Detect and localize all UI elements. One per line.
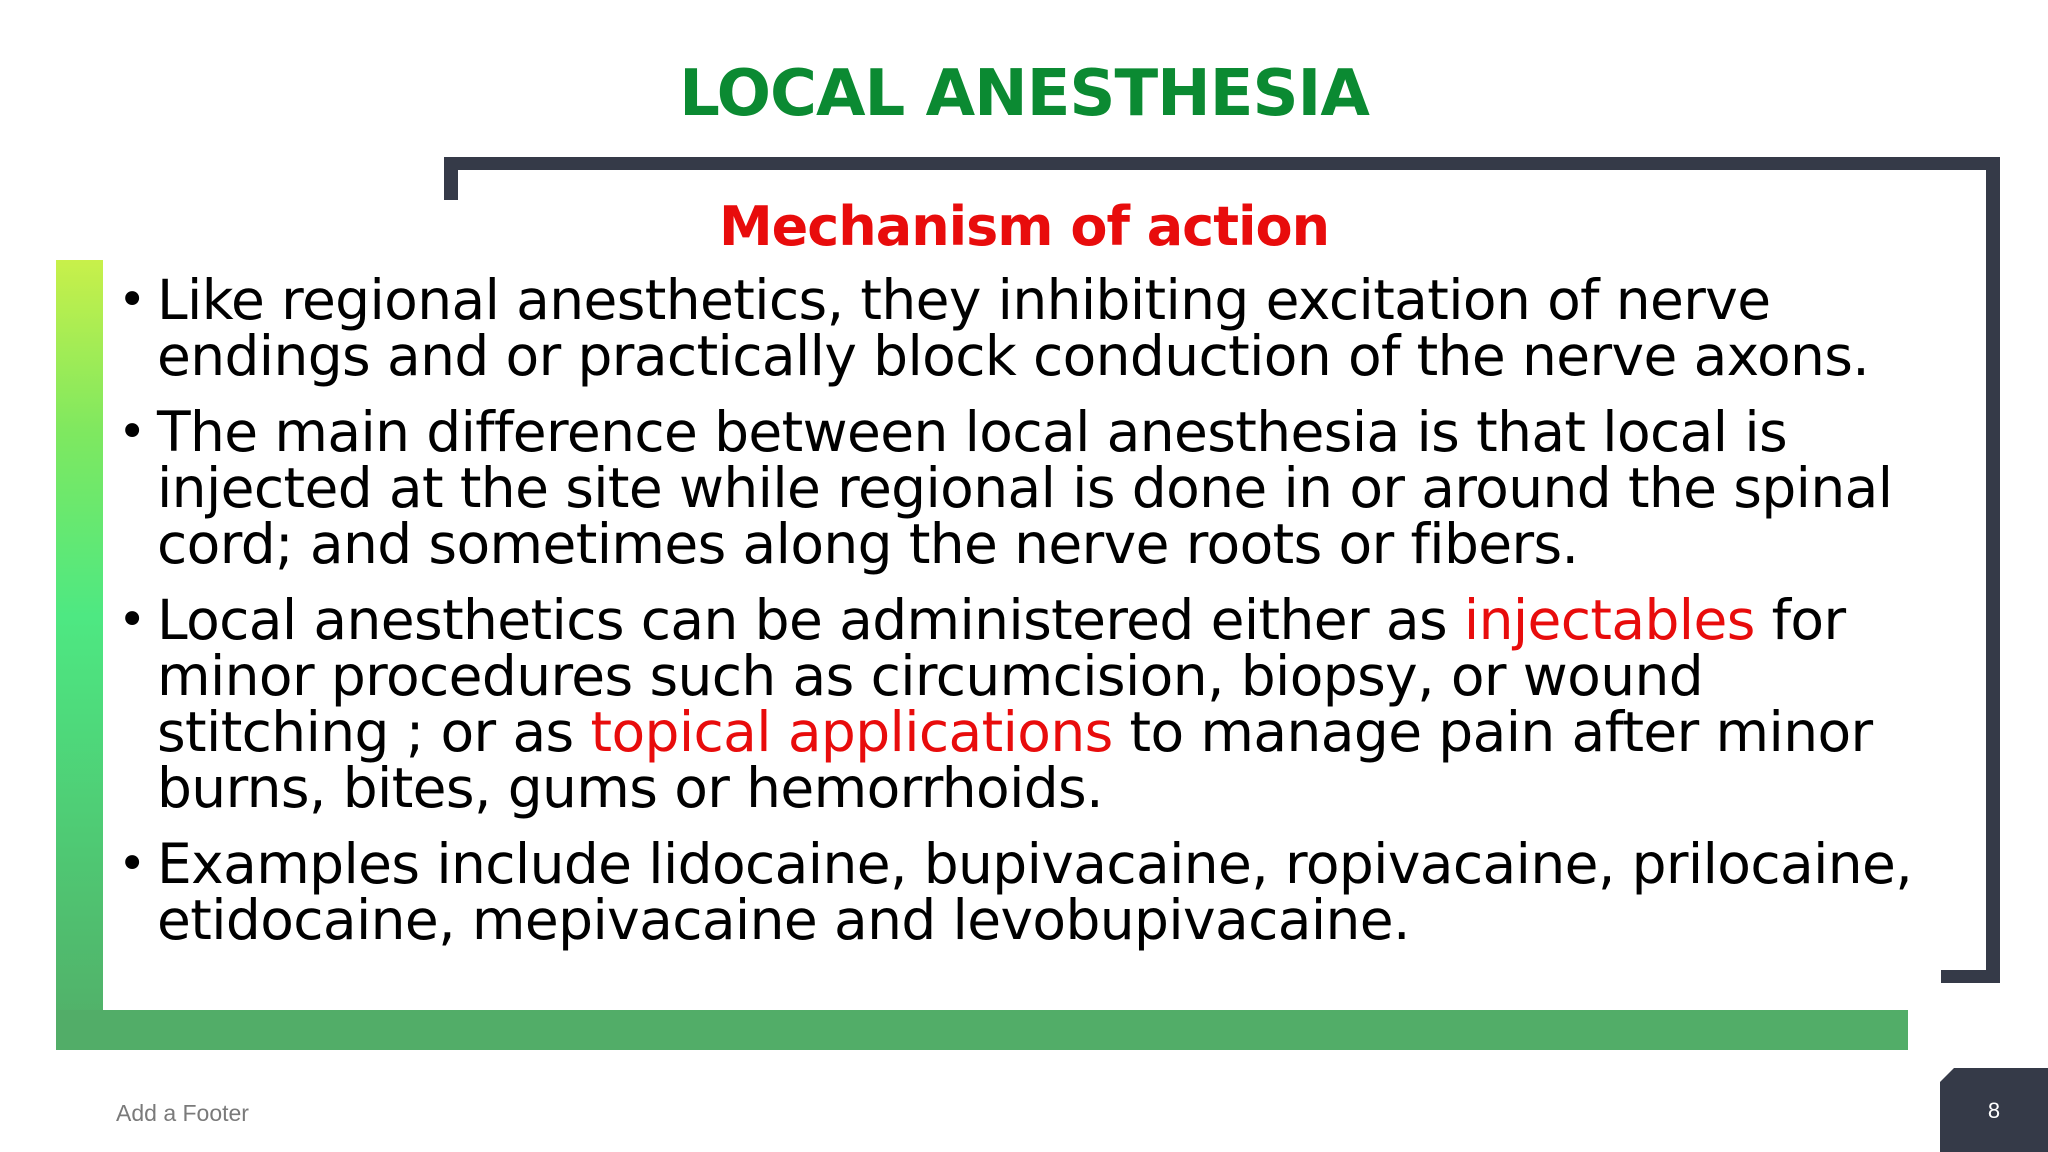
green-bottom-bar — [56, 1010, 1908, 1050]
bullet-icon: • — [118, 592, 146, 648]
page-number: 8 — [1987, 1098, 2001, 1123]
frame-right-border — [1986, 157, 2000, 983]
bullet-line: cord; and sometimes along the nerve roots or fibers. — [157, 512, 1579, 576]
green-left-bar — [56, 260, 103, 1050]
bullet-list — [118, 268, 1988, 968]
bullet-line: injected at the site while regional is done in or around the spinal — [157, 456, 1893, 520]
bullet-line — [157, 700, 1988, 764]
bullet-line: minor procedures such as circumcision, biopsy, or wound — [157, 644, 1704, 708]
highlight-injectables: injectables — [1463, 588, 1755, 652]
bullet-line: Like regional anesthetics, they inhibiting excitation of nerve — [157, 268, 1771, 332]
bullet-line — [157, 588, 1988, 652]
bullet-line: endings and or practically block conduction of the nerve axons. — [157, 324, 1870, 388]
bullet-item — [118, 588, 1988, 820]
bullet-text: to manage pain after minor — [1112, 700, 1873, 764]
highlight-topical-applications: topical applications — [590, 700, 1113, 764]
slide-title: LOCAL ANESTHESIA — [679, 57, 1369, 131]
bullet-item — [118, 832, 1988, 952]
bullet-icon: • — [118, 404, 146, 460]
bullet-icon: • — [118, 272, 146, 328]
bullet-line: etidocaine, mepivacaine and levobupivacaine. — [157, 888, 1410, 952]
bullet-text: for — [1754, 588, 1846, 652]
frame-top-border — [444, 157, 1999, 170]
bullet-text: Local anesthetics can be administered either as — [157, 588, 1464, 652]
bullet-line: The main difference between local anesthesia is that local is — [157, 400, 1788, 464]
bullet-text: stitching ; or as — [157, 700, 591, 764]
slide-subtitle: Mechanism of action — [718, 195, 1330, 258]
bullet-item — [118, 400, 1988, 576]
bullet-item — [118, 268, 1988, 388]
frame-bottom-stub — [1941, 970, 2000, 983]
bullet-line: Examples include lidocaine, bupivacaine, ropivacaine, prilocaine, — [157, 832, 1913, 896]
bullet-icon: • — [118, 836, 146, 892]
footer-text: Add a Footer — [116, 1100, 249, 1126]
bullet-line: burns, bites, gums or hemorrhoids. — [157, 756, 1103, 820]
